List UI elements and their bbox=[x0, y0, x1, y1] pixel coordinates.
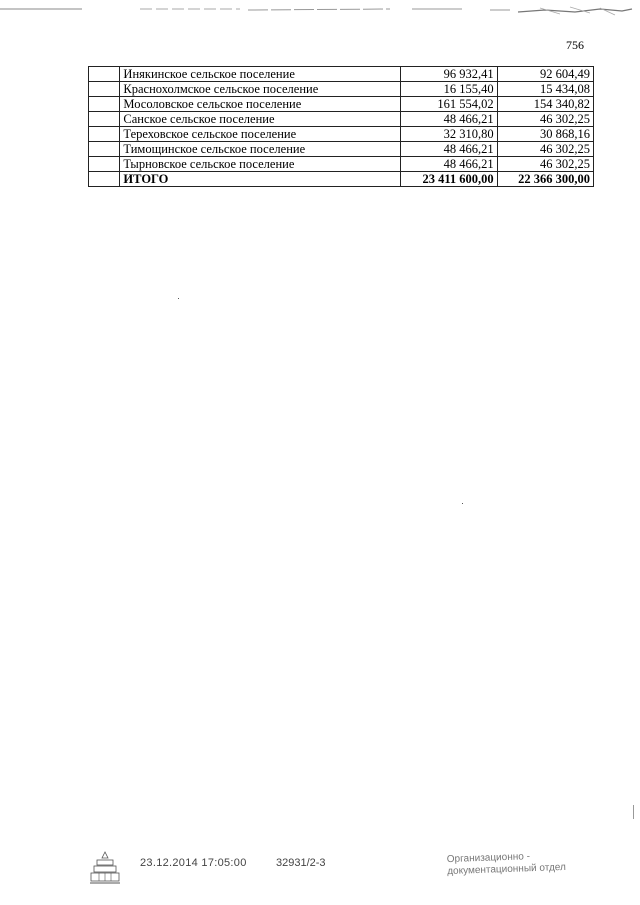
row-number-cell bbox=[89, 82, 120, 97]
settlement-name-cell: Мосоловское сельское поселение bbox=[120, 97, 401, 112]
settlement-name-cell: Краснохолмское сельское поселение bbox=[120, 82, 401, 97]
table-row bbox=[89, 67, 594, 82]
table-row bbox=[89, 112, 594, 127]
budget-distribution-table bbox=[88, 66, 594, 187]
amount-cell-1: 48 466,21 bbox=[401, 112, 497, 127]
table-row bbox=[89, 97, 594, 112]
scan-speck bbox=[462, 503, 463, 504]
amount-cell-2: 46 302,25 bbox=[497, 157, 593, 172]
settlement-name-cell: Санское сельское поселение bbox=[120, 112, 401, 127]
row-number-cell bbox=[89, 157, 120, 172]
amount-cell-2: 15 434,08 bbox=[497, 82, 593, 97]
amount-cell-2: 154 340,82 bbox=[497, 97, 593, 112]
settlement-name-cell: Тырновское сельское поселение bbox=[120, 157, 401, 172]
scan-speck bbox=[178, 298, 179, 299]
registration-code: 32931/2-3 bbox=[276, 857, 326, 869]
row-number-cell bbox=[89, 112, 120, 127]
coat-of-arms-emblem bbox=[88, 850, 122, 888]
settlement-name-cell: Тереховское сельское поселение bbox=[120, 127, 401, 142]
table-row bbox=[89, 82, 594, 97]
row-number-cell bbox=[89, 172, 120, 187]
amount-cell-1: 96 932,41 bbox=[401, 67, 497, 82]
table-row bbox=[89, 127, 594, 142]
settlement-name-cell: Тимощинское сельское поселение bbox=[120, 142, 401, 157]
table-row bbox=[89, 142, 594, 157]
row-number-cell bbox=[89, 97, 120, 112]
scan-speck bbox=[633, 805, 634, 819]
page-number: 756 bbox=[566, 38, 584, 52]
amount-cell-2: 30 868,16 bbox=[497, 127, 593, 142]
department-stamp bbox=[447, 850, 566, 878]
amount-cell-2: 46 302,25 bbox=[497, 142, 593, 157]
department-line-2: документационный отдел bbox=[447, 861, 567, 878]
amount-cell-2: 92 604,49 bbox=[497, 67, 593, 82]
total-amount-cell-1: 23 411 600,00 bbox=[401, 172, 497, 187]
department-line-1: Организационно - bbox=[446, 851, 531, 866]
amount-cell-1: 48 466,21 bbox=[401, 157, 497, 172]
settlement-name-cell: Инякинское сельское поселение bbox=[120, 67, 401, 82]
total-label-cell: ИТОГО bbox=[120, 172, 401, 187]
amount-cell-1: 32 310,80 bbox=[401, 127, 497, 142]
total-amount-cell-2: 22 366 300,00 bbox=[497, 172, 593, 187]
amount-cell-1: 161 554,02 bbox=[401, 97, 497, 112]
row-number-cell bbox=[89, 127, 120, 142]
amount-cell-1: 16 155,40 bbox=[401, 82, 497, 97]
row-number-cell bbox=[89, 67, 120, 82]
table-row bbox=[89, 157, 594, 172]
amount-cell-1: 48 466,21 bbox=[401, 142, 497, 157]
row-number-cell bbox=[89, 142, 120, 157]
total-row bbox=[89, 172, 594, 187]
scan-edge-marks bbox=[0, 0, 640, 20]
amount-cell-2: 46 302,25 bbox=[497, 112, 593, 127]
registration-timestamp: 23.12.2014 17:05:00 bbox=[140, 857, 247, 869]
